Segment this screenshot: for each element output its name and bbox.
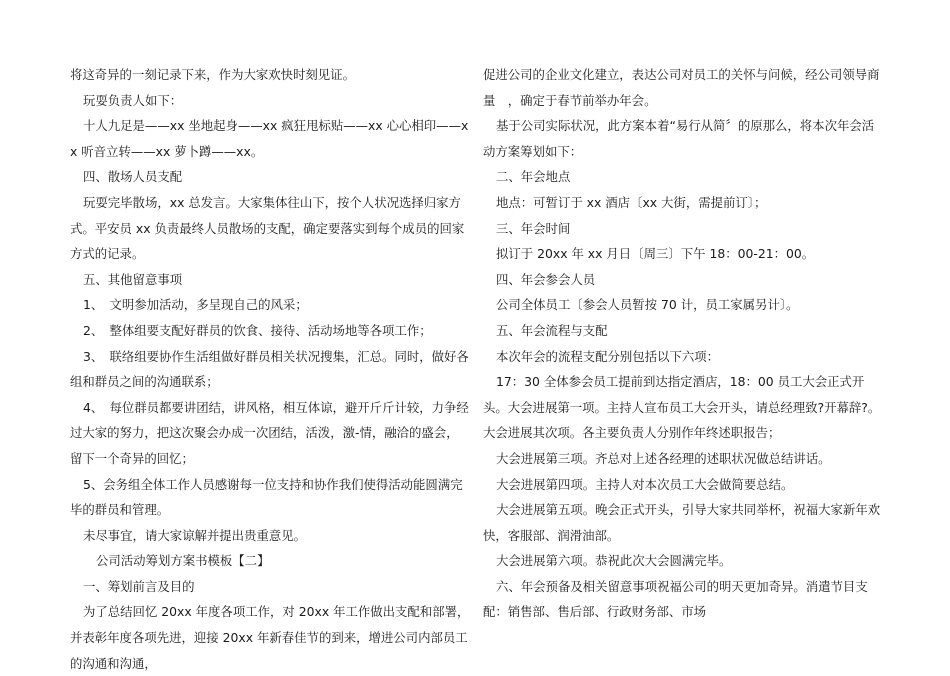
list-item: 3、 联络组要协作生活组做好群员相关状况搜集，汇总。同时，做好各组和群员之间的沟通联系；: [70, 348, 469, 390]
list-item: 2、 整体组要支配好群员的饮食、接待、活动场地等各项工作；: [83, 322, 432, 338]
document-subtitle: 公司活动筹划方案书模板【二】: [96, 553, 270, 569]
list-item: 5、会务组全体工作人员感谢每一位支持和协作我们使得活动能圆满完毕的群员和管理。: [70, 476, 463, 518]
paragraph: 公司全体员工〔参会人员暂按 70 计，员工家属另计〕。: [496, 297, 799, 313]
list-item: 1、 文明参加活动，多呈现自己的风采；: [83, 297, 308, 313]
paragraph: 将这奇异的一刻记录下来，作为大家欢快时刻见证。: [70, 67, 355, 82]
paragraph: 六、年会预备及相关留意事项祝福公司的明天更加奇异。消遣节目支配：销售部、售后部、行政财务部、市场: [483, 578, 868, 620]
section-heading: 二、年会地点: [496, 169, 571, 185]
paragraph: 十人九足是——xx 坐地起身——xx 疯狂甩标贴——xx 心心相印——xx 听音立转——xx 萝卜蹲——xx。: [70, 118, 469, 159]
paragraph: 拟订于 20xx 年 xx 月日〔周三〕下午 18：00-21：00。: [496, 246, 815, 262]
paragraph: 基于公司实际状况，此方案本着“易行从简〞的原那么，将本次年会活动方案筹划如下：: [483, 118, 875, 159]
paragraph: 促进公司的企业文化建立，表达公司对员工的关怀与问候，经公司领导商量 ，确定于春节前举办年会。: [483, 67, 880, 108]
section-heading: 四、散场人员支配: [83, 169, 183, 185]
paragraph: 本次年会的流程支配分别包括以下六项：: [496, 348, 720, 364]
section-heading: 三、年会时间: [496, 220, 571, 236]
section-heading: 四、年会参会人员: [496, 271, 596, 287]
section-heading: 一、筹划前言及目的: [83, 578, 195, 594]
section-heading: 五、其他留意事项: [83, 271, 183, 287]
left-column: [70, 62, 470, 676]
paragraph: 未尽事宜，请大家谅解并提出贵重意见。: [83, 527, 307, 543]
paragraph: 玩耍负责人如下：: [83, 92, 183, 108]
right-column: [483, 62, 883, 625]
list-item: 4、 每位群员都要讲团结，讲风格，相互体谅，避开斤斤计较，力争经过大家的努力，把这次聚会办成一次团结，活泼，激-情，融洽的盛会，留下一个奇异的回忆；: [70, 399, 469, 466]
paragraph: 17：30 全体参会员工提前到达指定酒店，18：00 员工大会正式开头。大会进展第一项。主持人宣布员工大会开头，请总经理致?开幕辞?。大会进展其次项。各主要负责人分别作年终述职报告；: [483, 374, 881, 441]
paragraph: 大会进展第五项。晚会正式开头，引导大家共同举杯，祝福大家新年欢快，客服部、润滑油部。: [483, 502, 881, 543]
paragraph: 大会进展第四项。主持人对本次员工大会做简要总结。: [496, 476, 794, 492]
paragraph: 玩耍完毕散场，xx 总发言。大家集体往山下，按个人状况选择归家方式。平安员 xx 负责最终人员散场的支配，确定要落实到每个成员的回家方式的记录。: [70, 194, 465, 262]
paragraph: 大会进展第六项。恭祝此次大会圆满完毕。: [496, 553, 732, 569]
paragraph: 大会进展第三项。齐总对上述各经理的述职状况做总结讲话。: [496, 450, 831, 466]
paragraph: 为了总结回忆 20xx 年度各项工作，对 20xx 年工作做出支配和部署，并表彰年度各项先进，迎接 20xx 年新春佳节的到来，增进公司内部员工的沟通和沟通，: [70, 604, 470, 671]
section-heading: 五、年会流程与支配: [496, 322, 608, 338]
paragraph: 地点：可暂订于 xx 酒店〔xx 大街，需提前订〕；: [496, 194, 767, 210]
